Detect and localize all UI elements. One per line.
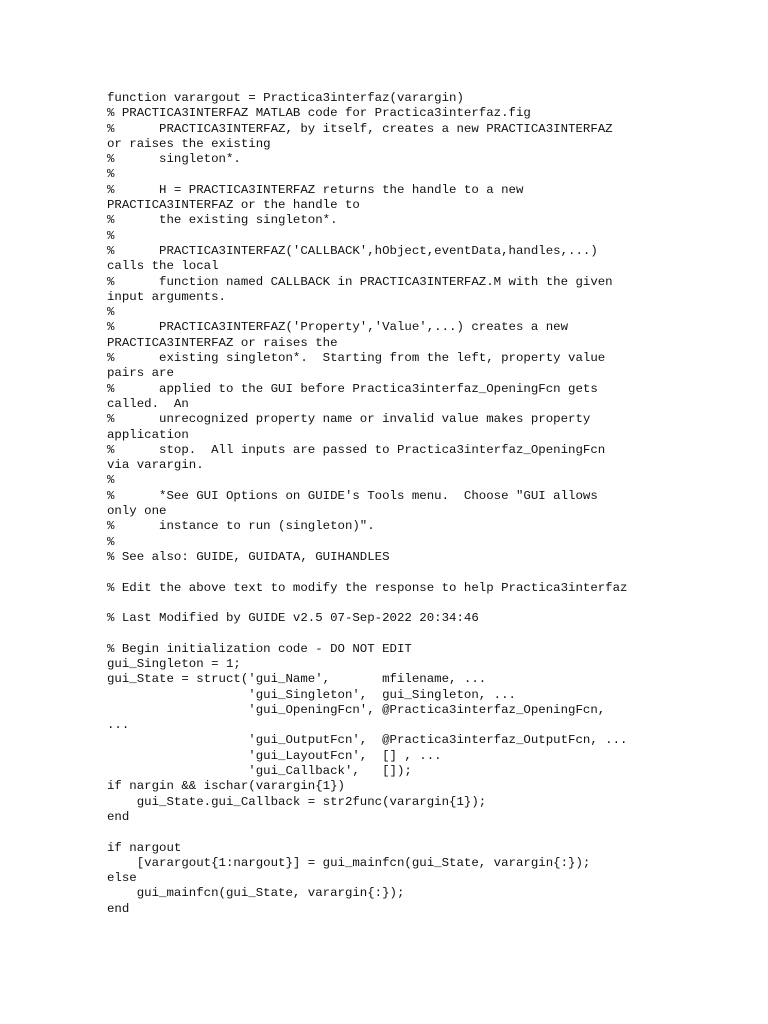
- code-line: % PRACTICA3INTERFAZ('Property','Value',...) creates a new: [107, 320, 569, 335]
- code-line: end: [107, 809, 130, 824]
- code-line: % the existing singleton*.: [107, 213, 338, 228]
- code-line: %: [107, 534, 115, 549]
- code-line: or raises the existing: [107, 136, 271, 151]
- code-line: pairs are: [107, 366, 174, 381]
- code-line: via varargin.: [107, 458, 204, 473]
- code-line: % PRACTICA3INTERFAZ MATLAB code for Practica3interfaz.fig: [107, 106, 531, 121]
- code-line: end: [107, 901, 130, 916]
- code-line: %: [107, 167, 115, 182]
- code-line: PRACTICA3INTERFAZ or the handle to: [107, 198, 360, 213]
- code-line: gui_State = struct('gui_Name', mfilename, ...: [107, 672, 487, 687]
- code-line: 'gui_LayoutFcn', [] , ...: [107, 748, 442, 763]
- code-line: % PRACTICA3INTERFAZ, by itself, creates a new PRACTICA3INTERFAZ: [107, 121, 613, 136]
- code-line: gui_mainfcn(gui_State, varargin{:});: [107, 886, 405, 901]
- code-line: % singleton*.: [107, 152, 241, 167]
- code-line: PRACTICA3INTERFAZ or raises the: [107, 335, 338, 350]
- code-line: % Begin initialization code - DO NOT EDIT: [107, 641, 412, 656]
- code-line: [107, 825, 707, 840]
- code-line: gui_State.gui_Callback = str2func(varargin{1});: [107, 794, 487, 809]
- code-line: % *See GUI Options on GUIDE's Tools menu. Choose "GUI allows: [107, 488, 598, 503]
- code-line: % Edit the above text to modify the response to help Practica3interfaz: [107, 580, 628, 595]
- code-line: [107, 565, 707, 580]
- code-line: % instance to run (singleton)".: [107, 519, 375, 534]
- code-line: input arguments.: [107, 289, 226, 304]
- code-block: [107, 91, 707, 917]
- code-line: only one: [107, 504, 167, 519]
- code-line: application: [107, 427, 189, 442]
- code-line: else: [107, 871, 137, 886]
- code-line: % Last Modified by GUIDE v2.5 07-Sep-2022 20:34:46: [107, 611, 479, 626]
- code-line: 'gui_OpeningFcn', @Practica3interfaz_OpeningFcn,: [107, 702, 606, 717]
- code-line: 'gui_OutputFcn', @Practica3interfaz_OutputFcn, ...: [107, 733, 628, 748]
- code-line: if nargout: [107, 840, 182, 855]
- code-line: % PRACTICA3INTERFAZ('CALLBACK',hObject,eventData,handles,...): [107, 243, 598, 258]
- code-line: calls the local: [107, 259, 219, 274]
- code-line: % existing singleton*. Starting from the left, property value: [107, 351, 606, 366]
- code-line: [varargout{1:nargout}] = gui_mainfcn(gui_State, varargin{:});: [107, 855, 591, 870]
- code-line: if nargin && ischar(varargin{1}): [107, 779, 345, 794]
- code-line: ...: [107, 718, 130, 733]
- code-line: 'gui_Callback', []);: [107, 764, 412, 779]
- code-line: %: [107, 473, 115, 488]
- code-line: 'gui_Singleton', gui_Singleton, ...: [107, 687, 516, 702]
- code-line: %: [107, 305, 115, 320]
- code-line: % See also: GUIDE, GUIDATA, GUIHANDLES: [107, 549, 390, 564]
- code-line: called. An: [107, 396, 189, 411]
- code-line: % stop. All inputs are passed to Practica3interfaz_OpeningFcn: [107, 442, 606, 457]
- code-line: [107, 626, 707, 641]
- code-line: % function named CALLBACK in PRACTICA3INTERFAZ.M with the given: [107, 274, 613, 289]
- code-line: % H = PRACTICA3INTERFAZ returns the handle to a new: [107, 182, 524, 197]
- code-line: % unrecognized property name or invalid value makes property: [107, 412, 591, 427]
- code-line: % applied to the GUI before Practica3interfaz_OpeningFcn gets: [107, 381, 598, 396]
- code-line: [107, 596, 707, 611]
- code-line: gui_Singleton = 1;: [107, 656, 241, 671]
- code-line: %: [107, 228, 115, 243]
- code-line: function varargout = Practica3interfaz(varargin): [107, 91, 464, 105]
